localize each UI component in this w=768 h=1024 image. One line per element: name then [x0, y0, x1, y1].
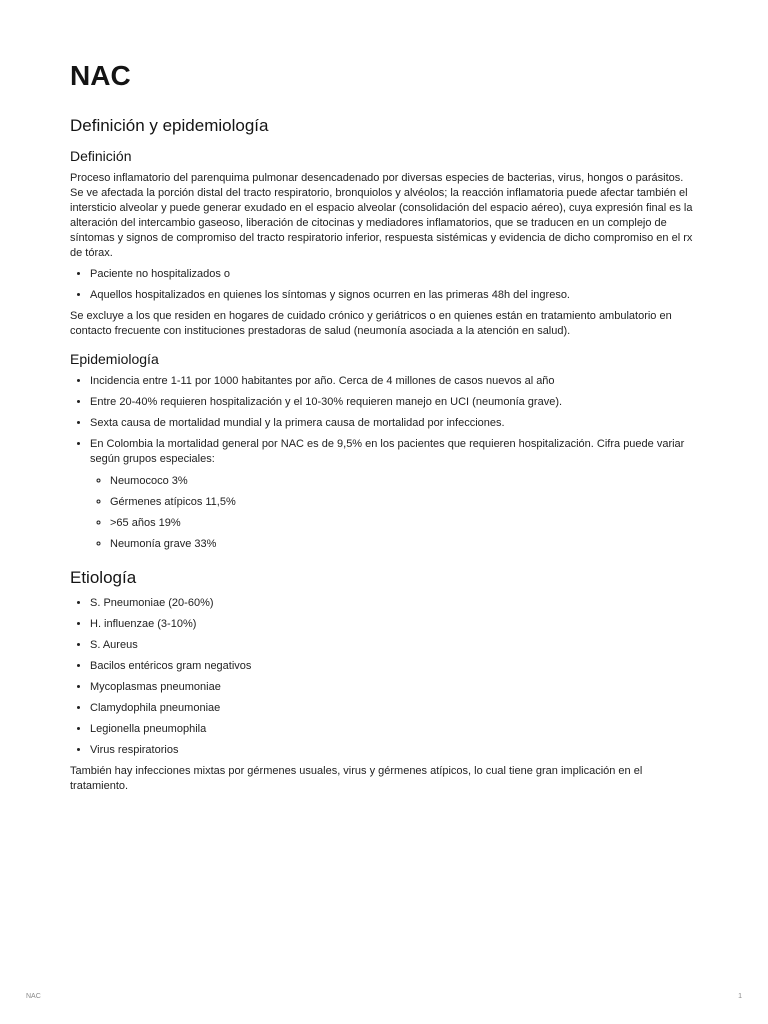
list-item: • Paciente no hospitalizados o	[90, 267, 698, 282]
list-item: • Clamydophila pneumoniae	[90, 701, 698, 716]
sub-list-item: ◦ Neumococo 3%	[110, 474, 698, 489]
definicion-paragraph: Proceso inflamatorio del parenquima pulmonar desencadenado por diversas especies de bacterias, virus, hongos o parásitos. Se ve afectada la porción distal del tracto respiratorio, bronquiolos y alvéolos; la reacción inflamatoria puede afectar también el intersticio alveolar y puede generar exudado en el espacio alveolar (consolidación del espacio aéreo), cuya expresión final es la alteración del intercambio gaseoso, liberación de citocinas y mediadores inflamatorios, que se traducen en un complejo de síntomas y signos de compromiso del tracto respiratorio inferior, respuesta sistémicas y evidencia de dicho compromiso en el rx de tórax.	[70, 172, 693, 259]
document-title: NAC	[70, 60, 131, 91]
section-heading-definicion-epidemiologia: Definición y epidemiología	[70, 116, 269, 135]
subheading-definicion: Definición	[70, 148, 132, 164]
list-item: • Mycoplasmas pneumoniae	[90, 680, 698, 695]
etiologia-list	[70, 596, 698, 758]
list-item: • Incidencia entre 1-11 por 1000 habitantes por año. Cerca de 4 millones de casos nuevos al año	[90, 374, 698, 389]
list-item: • S. Pneumoniae (20-60%)	[90, 596, 698, 611]
definicion-list	[70, 267, 698, 303]
epidemiologia-list	[70, 374, 698, 552]
footer-page-number: 1	[738, 993, 742, 1000]
list-item: • Entre 20-40% requieren hospitalización y el 10-30% requieren manejo en UCI (neumonía grave).	[90, 395, 698, 410]
list-item: • Legionella pneumophila	[90, 722, 698, 737]
list-item: • H. influenzae (3-10%)	[90, 617, 698, 632]
sub-list-item: ◦ Gérmenes atípicos 11,5%	[110, 495, 698, 510]
document-page	[70, 56, 698, 800]
sub-list-item: ◦ Neumonía grave 33%	[110, 537, 698, 552]
list-item-colombia	[90, 437, 698, 552]
section-heading-etiologia: Etiología	[70, 568, 137, 587]
list-item: • Sexta causa de mortalidad mundial y la primera causa de mortalidad por infecciones.	[90, 416, 698, 431]
exclusion-paragraph: Se excluye a los que residen en hogares de cuidado crónico y geriátricos o en quienes están en tratamiento ambulatorio en contacto frecuente con instituciones prestadoras de salud (neumonía asociada a la atención en salud).	[70, 310, 672, 337]
list-item: • S. Aureus	[90, 638, 698, 653]
sub-list-item: ◦ >65 años 19%	[110, 516, 698, 531]
list-item: • Bacilos entéricos gram negativos	[90, 659, 698, 674]
mortality-sublist	[90, 474, 698, 552]
footer-document-name: NAC	[26, 993, 41, 1000]
etiologia-paragraph: También hay infecciones mixtas por gérmenes usuales, virus y gérmenes atípicos, lo cual tiene gran implicación en el tratamiento.	[70, 765, 643, 792]
subheading-epidemiologia: Epidemiología	[70, 351, 159, 367]
list-item: • Aquellos hospitalizados en quienes los síntomas y signos ocurren en las primeras 48h del ingreso.	[90, 288, 698, 303]
list-item: • Virus respiratorios	[90, 743, 698, 758]
list-item-text: En Colombia la mortalidad general por NAC es de 9,5% en los pacientes que requieren hospitalización. Cifra puede variar según grupos especiales:	[90, 438, 685, 465]
